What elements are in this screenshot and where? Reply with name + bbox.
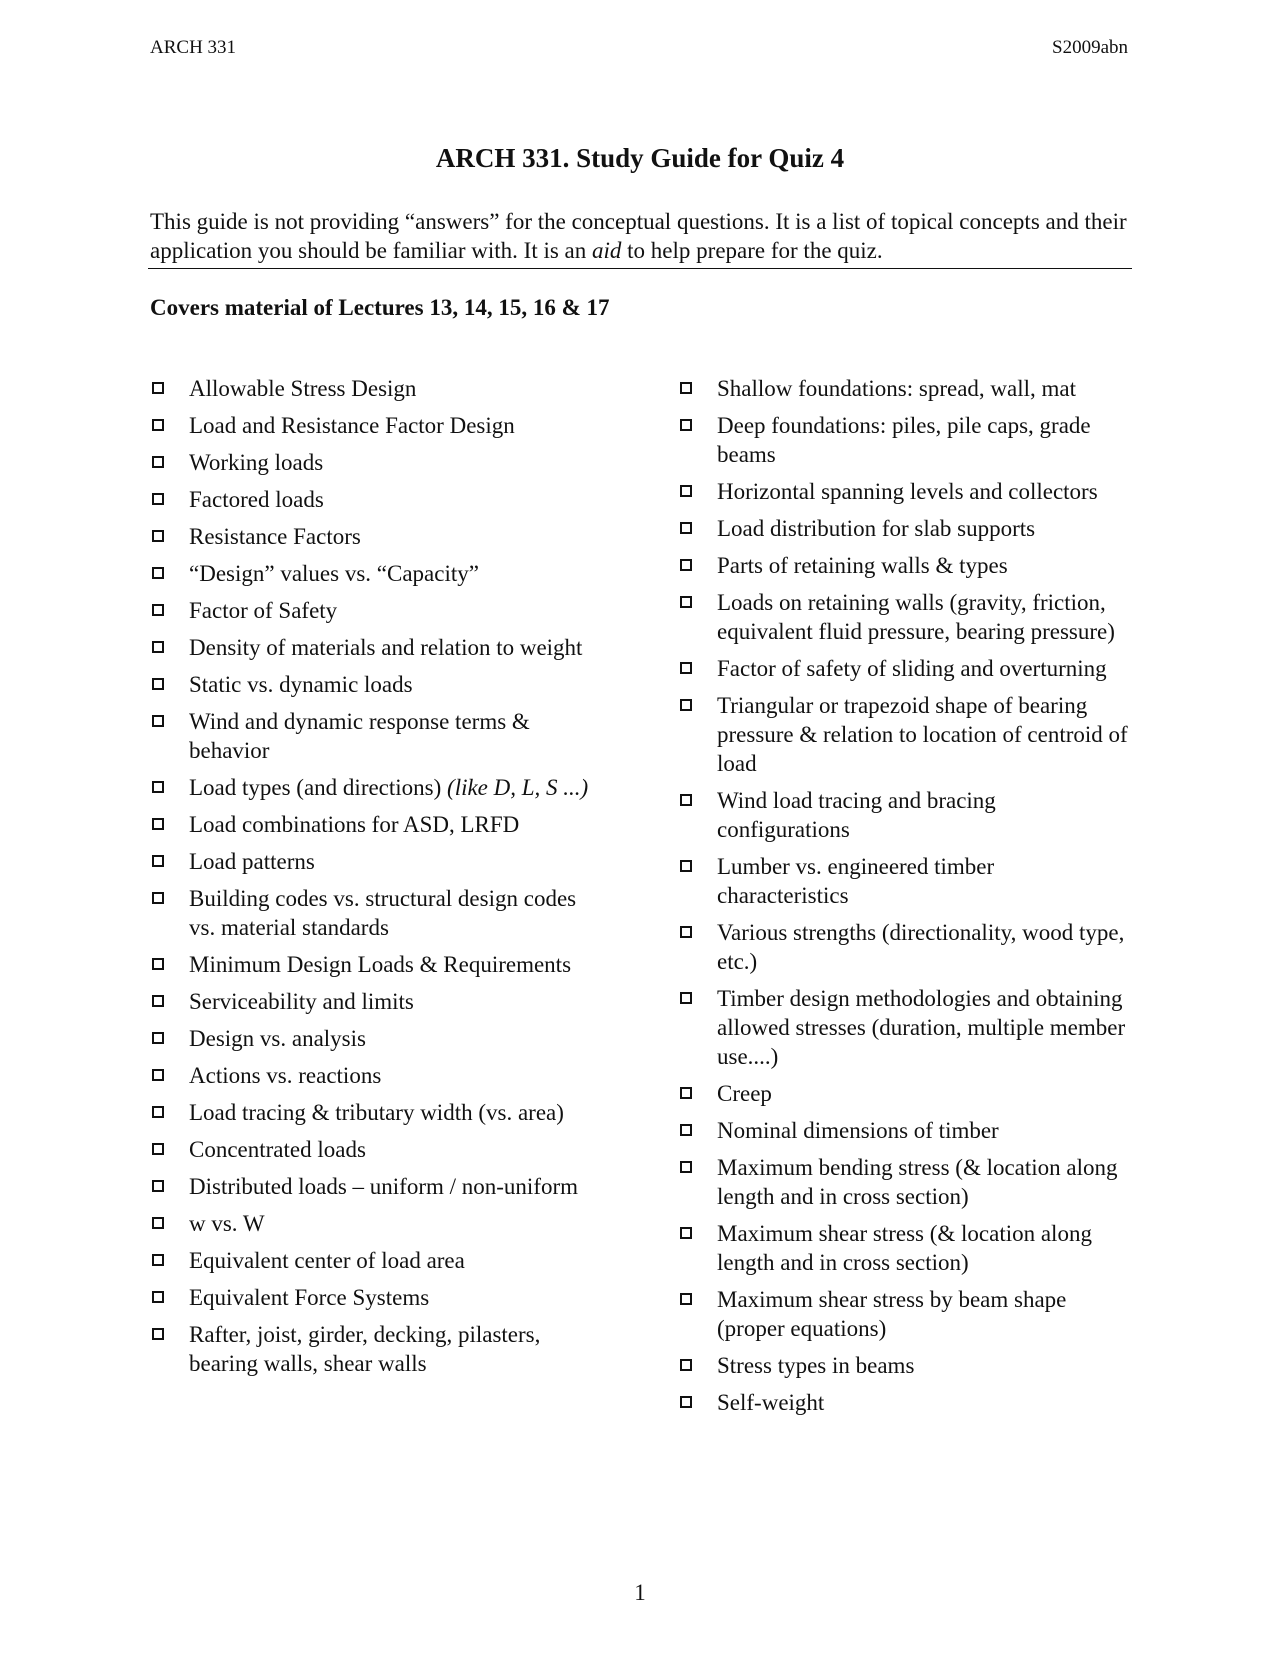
checklist-item-label: Load patterns bbox=[189, 849, 315, 874]
header-course: ARCH 331 bbox=[150, 37, 237, 58]
checkbox[interactable] bbox=[152, 1254, 164, 1266]
checklist-item-label: Self-weight bbox=[717, 1390, 825, 1415]
checklist-item bbox=[680, 918, 1130, 976]
checklist-item-label: Serviceability and limits bbox=[189, 989, 414, 1014]
checklist-item bbox=[680, 852, 1130, 910]
checklist-item bbox=[680, 1351, 1130, 1380]
checklist-item-label: Horizontal spanning levels and collectors bbox=[717, 479, 1098, 504]
checkbox[interactable] bbox=[680, 699, 692, 711]
checklist-item-label: Density of materials and relation to weight bbox=[189, 635, 583, 660]
checkbox[interactable] bbox=[680, 1359, 692, 1371]
checklist-item bbox=[152, 670, 602, 699]
checklist-item-label: Stress types in beams bbox=[717, 1353, 915, 1378]
checklist-item-label: Various strengths (directionality, wood type, etc.) bbox=[717, 920, 1125, 974]
checkbox[interactable] bbox=[680, 794, 692, 806]
checklist-item bbox=[152, 847, 602, 876]
checklist-item bbox=[152, 374, 602, 403]
checklist-item bbox=[152, 884, 602, 942]
checklist-item-label: Factored loads bbox=[189, 487, 324, 512]
checklist-item-label: Actions vs. reactions bbox=[189, 1063, 382, 1088]
checkbox[interactable] bbox=[680, 1227, 692, 1239]
checklist-item bbox=[152, 522, 602, 551]
checkbox[interactable] bbox=[152, 892, 164, 904]
checklist-item-label: Maximum shear stress by beam shape (proper equations) bbox=[717, 1287, 1067, 1341]
checklist-item bbox=[680, 374, 1130, 403]
checklist-item bbox=[152, 810, 602, 839]
intro-text-1: This guide is not providing “answers” for the conceptual questions. It is a list of topical concepts and their application you should be familiar with. It is an bbox=[150, 209, 1127, 263]
divider-rule bbox=[148, 268, 1132, 269]
checkbox[interactable] bbox=[680, 1293, 692, 1305]
checklist-item bbox=[680, 1116, 1130, 1145]
checkbox[interactable] bbox=[680, 419, 692, 431]
checklist-item-label: Building codes vs. structural design codes vs. material standards bbox=[189, 886, 577, 940]
covers-heading: Covers material of Lectures 13, 14, 15, 16 & 17 bbox=[150, 295, 610, 320]
checklist-item-label: Creep bbox=[717, 1081, 772, 1106]
checklist-item-label: Factor of safety of sliding and overturning bbox=[717, 656, 1107, 681]
checkbox[interactable] bbox=[152, 818, 164, 830]
checklist-item-label: Resistance Factors bbox=[189, 524, 361, 549]
checkbox[interactable] bbox=[152, 1291, 164, 1303]
checkbox[interactable] bbox=[152, 1217, 164, 1229]
checklist-item bbox=[680, 514, 1130, 543]
checklist-item bbox=[152, 1246, 602, 1275]
checklist-item bbox=[152, 707, 602, 765]
checkbox[interactable] bbox=[680, 662, 692, 674]
checklist-item-label: Load types (and directions) bbox=[189, 775, 448, 800]
checkbox[interactable] bbox=[152, 1143, 164, 1155]
checklist-item bbox=[152, 596, 602, 625]
checkbox[interactable] bbox=[152, 530, 164, 542]
checklist-item bbox=[152, 950, 602, 979]
checkbox[interactable] bbox=[152, 715, 164, 727]
checkbox[interactable] bbox=[680, 485, 692, 497]
checklist-item bbox=[152, 1320, 602, 1378]
checklist-item-label: Parts of retaining walls & types bbox=[717, 553, 1008, 578]
checklist-item-label: Lumber vs. engineered timber characteristics bbox=[717, 854, 995, 908]
checklist-item bbox=[680, 1219, 1130, 1277]
checkbox[interactable] bbox=[152, 855, 164, 867]
checklist-item bbox=[680, 1388, 1130, 1417]
checkbox[interactable] bbox=[152, 678, 164, 690]
checkbox[interactable] bbox=[152, 1106, 164, 1118]
intro-emphasis: aid bbox=[592, 238, 622, 263]
checkbox[interactable] bbox=[152, 604, 164, 616]
checklist-item bbox=[680, 477, 1130, 506]
intro-paragraph bbox=[150, 207, 1130, 265]
checkbox[interactable] bbox=[152, 567, 164, 579]
header-term: S2009abn bbox=[1052, 37, 1128, 58]
checklist-item bbox=[152, 773, 602, 802]
checklist-item-label: Equivalent center of load area bbox=[189, 1248, 465, 1273]
checklist-item-label: Factor of Safety bbox=[189, 598, 338, 623]
checklist-item bbox=[152, 1024, 602, 1053]
checkbox[interactable] bbox=[680, 559, 692, 571]
checklist-item bbox=[680, 1079, 1130, 1108]
checklist-item bbox=[680, 786, 1130, 844]
checklist-item bbox=[680, 691, 1130, 778]
checklist-item bbox=[680, 1153, 1130, 1211]
page-title: ARCH 331. Study Guide for Quiz 4 bbox=[435, 143, 845, 173]
checkbox[interactable] bbox=[680, 992, 692, 1004]
checklist-item-label: Equivalent Force Systems bbox=[189, 1285, 430, 1310]
checklist-item-label: Load distribution for slab supports bbox=[717, 516, 1036, 541]
checkbox[interactable] bbox=[680, 1396, 692, 1408]
checkbox[interactable] bbox=[680, 1161, 692, 1173]
checklist-item-label: Timber design methodologies and obtaining allowed stresses (duration, multiple member use....) bbox=[717, 986, 1126, 1069]
checkbox[interactable] bbox=[680, 860, 692, 872]
checklist-item bbox=[152, 485, 602, 514]
checklist-item bbox=[152, 987, 602, 1016]
checkbox[interactable] bbox=[680, 382, 692, 394]
checklist-item bbox=[680, 588, 1130, 646]
checkbox[interactable] bbox=[152, 419, 164, 431]
checklist-item bbox=[680, 411, 1130, 469]
checklist-item-label: Distributed loads – uniform / non-uniform bbox=[189, 1174, 579, 1199]
checklist-item-label: Wind load tracing and bracing configurations bbox=[717, 788, 996, 842]
checkbox[interactable] bbox=[152, 1180, 164, 1192]
checkbox[interactable] bbox=[152, 995, 164, 1007]
checklist-item bbox=[152, 1209, 602, 1238]
checklist-item bbox=[680, 654, 1130, 683]
checklist-item bbox=[152, 1283, 602, 1312]
checkbox[interactable] bbox=[680, 1124, 692, 1136]
checklist-item-label: Static vs. dynamic loads bbox=[189, 672, 413, 697]
checklist-item-label: Maximum shear stress (& location along length and in cross section) bbox=[717, 1221, 1092, 1275]
checklist-item-label: Maximum bending stress (& location along length and in cross section) bbox=[717, 1155, 1118, 1209]
checkbox[interactable] bbox=[152, 641, 164, 653]
checklist-item-label: Design vs. analysis bbox=[189, 1026, 366, 1051]
checklist-item bbox=[680, 551, 1130, 580]
checklist-item-label: Triangular or trapezoid shape of bearing pressure & relation to location of centroid of load bbox=[717, 693, 1128, 776]
checklist-item-label: “Design” values vs. “Capacity” bbox=[189, 561, 479, 586]
page-number: 1 bbox=[634, 1580, 646, 1605]
checklist-item bbox=[152, 448, 602, 477]
checkbox[interactable] bbox=[152, 958, 164, 970]
checklist-item bbox=[152, 1098, 602, 1127]
checkbox[interactable] bbox=[152, 456, 164, 468]
right-checklist bbox=[680, 374, 1130, 1425]
checklist-item bbox=[152, 559, 602, 588]
checkbox[interactable] bbox=[152, 493, 164, 505]
checkbox[interactable] bbox=[152, 1328, 164, 1340]
checklist-item bbox=[152, 1061, 602, 1090]
checklist-item-label: Load combinations for ASD, LRFD bbox=[189, 812, 520, 837]
checklist-item bbox=[152, 411, 602, 440]
checklist-item bbox=[152, 633, 602, 662]
checkbox[interactable] bbox=[680, 1087, 692, 1099]
checklist-item-label: Loads on retaining walls (gravity, friction, equivalent fluid pressure, bearing pressure) bbox=[717, 590, 1115, 644]
checkbox[interactable] bbox=[152, 1032, 164, 1044]
checklist-item-label: w vs. W bbox=[189, 1211, 265, 1236]
checklist-item-label: Minimum Design Loads & Requirements bbox=[189, 952, 572, 977]
checkbox[interactable] bbox=[152, 1069, 164, 1081]
checkbox[interactable] bbox=[152, 781, 164, 793]
checklist-item bbox=[152, 1135, 602, 1164]
checklist-item bbox=[152, 1172, 602, 1201]
checklist-item-label: Allowable Stress Design bbox=[189, 376, 417, 401]
checklist-item-label: Wind and dynamic response terms & behavior bbox=[189, 709, 530, 763]
checkbox[interactable] bbox=[680, 926, 692, 938]
intro-text-2: to help prepare for the quiz. bbox=[621, 238, 883, 263]
checklist-item-italic: (like D, L, S ...) bbox=[447, 775, 589, 800]
checklist-item-label: Concentrated loads bbox=[189, 1137, 366, 1162]
checklist-item-label: Rafter, joist, girder, decking, pilasters, bearing walls, shear walls bbox=[189, 1322, 541, 1376]
checkbox[interactable] bbox=[680, 522, 692, 534]
checklist-item-label: Load tracing & tributary width (vs. area) bbox=[189, 1100, 564, 1125]
left-checklist bbox=[152, 374, 602, 1386]
checklist-item-label: Nominal dimensions of timber bbox=[717, 1118, 999, 1143]
checklist-item-label: Load and Resistance Factor Design bbox=[189, 413, 515, 438]
checkbox[interactable] bbox=[152, 382, 164, 394]
checklist-item-label: Working loads bbox=[189, 450, 324, 475]
checklist-item-label: Shallow foundations: spread, wall, mat bbox=[717, 376, 1076, 401]
checklist-item bbox=[680, 1285, 1130, 1343]
checklist-item bbox=[680, 984, 1130, 1071]
checkbox[interactable] bbox=[680, 596, 692, 608]
checklist-item-label: Deep foundations: piles, pile caps, grade beams bbox=[717, 413, 1091, 467]
